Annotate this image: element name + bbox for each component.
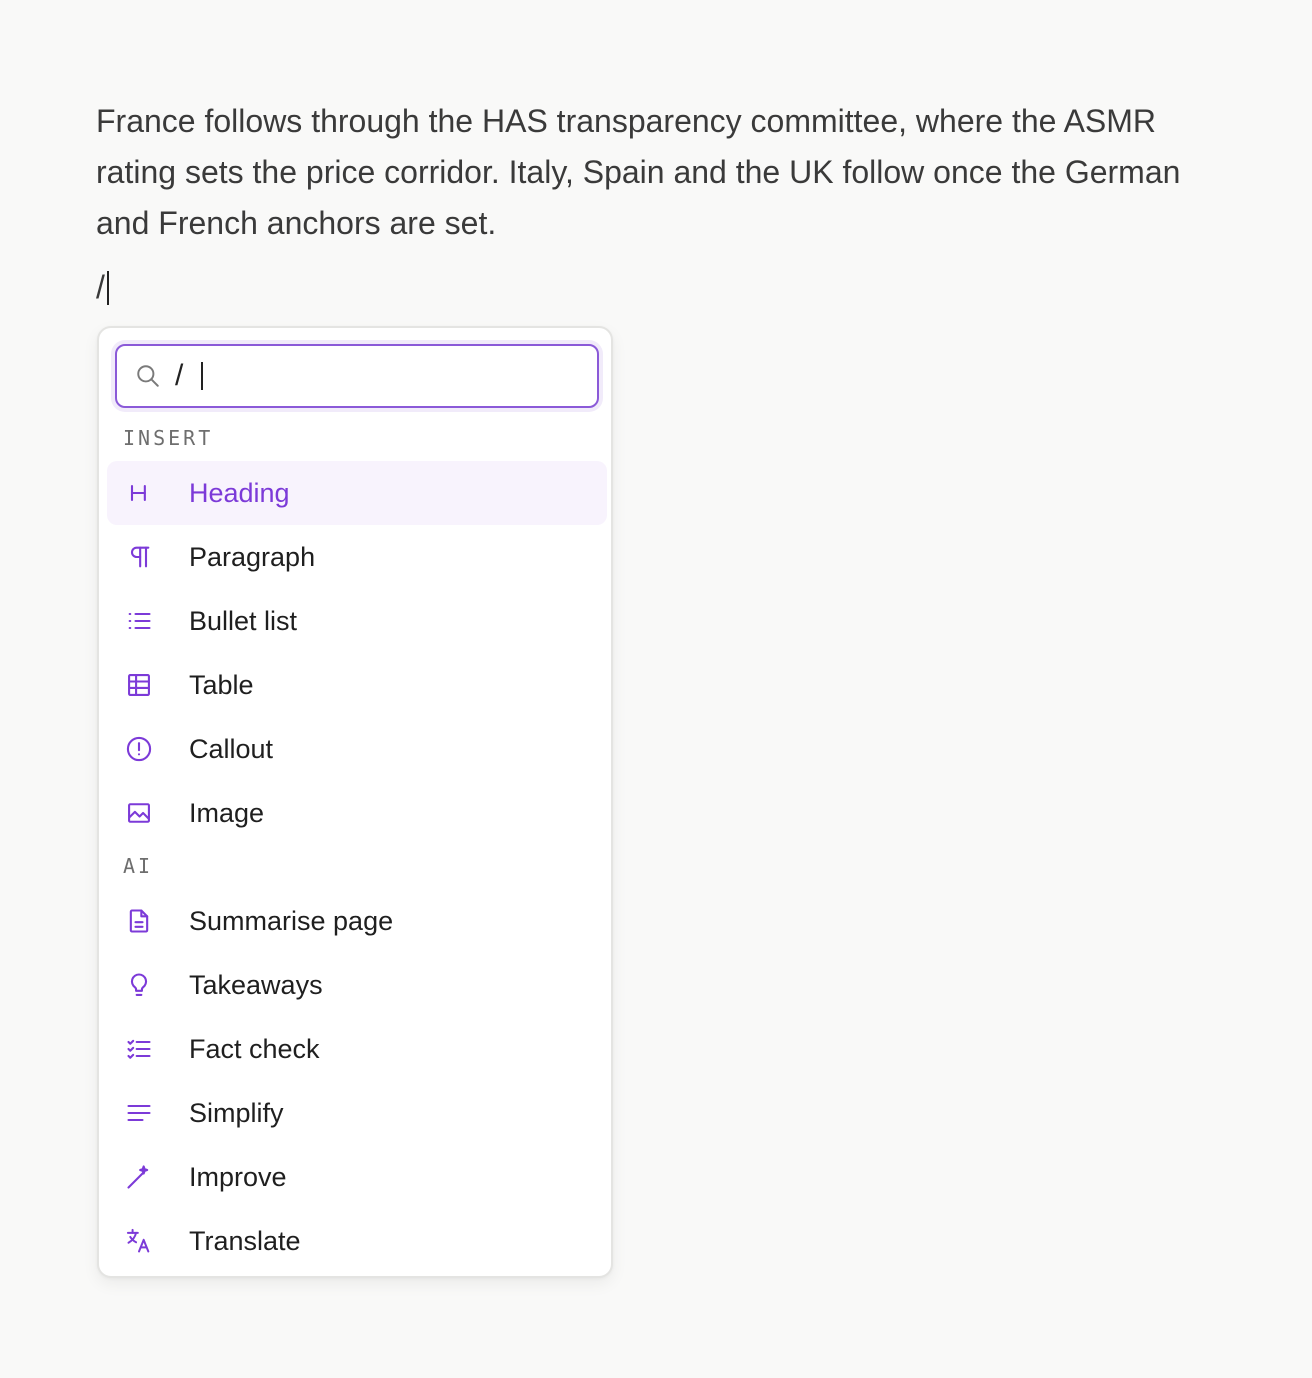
menu-item-label: Takeaways: [189, 969, 323, 1000]
search-icon: [135, 363, 161, 389]
pilcrow-icon: [123, 541, 155, 573]
menu-item-label: Improve: [189, 1161, 287, 1192]
image-icon: [123, 797, 155, 829]
checklist-icon: [123, 1033, 155, 1065]
editor-current-line[interactable]: [96, 262, 109, 313]
alert-circle-icon: [123, 733, 155, 765]
menu-item-paragraph[interactable]: [107, 525, 607, 589]
section-label-ai: AI: [123, 854, 154, 878]
lines-icon: [123, 1097, 155, 1129]
menu-item-label: Callout: [189, 733, 274, 764]
menu-item-label: Image: [189, 797, 265, 828]
bullet-list-icon: [123, 605, 155, 637]
menu-item-simplify[interactable]: [107, 1081, 607, 1145]
heading-icon: [123, 477, 155, 509]
menu-item-label: Bullet list: [189, 605, 298, 636]
text-caret: [107, 271, 109, 305]
search-caret: [201, 362, 203, 390]
slash-command-text: /: [96, 269, 105, 305]
editor-paragraph[interactable]: France follows through the HAS transparency committee, where the ASMR rating sets the price corridor. Italy, Spain and the UK follow once the German and French anchors are set.: [96, 103, 1181, 241]
section-label-insert: INSERT: [123, 426, 214, 450]
magic-wand-icon: [123, 1161, 155, 1193]
command-search-input[interactable]: [115, 344, 599, 408]
search-value: /: [175, 359, 184, 392]
menu-item-label: Translate: [189, 1225, 301, 1256]
menu-item-image[interactable]: [107, 781, 607, 845]
menu-item-summarise-page[interactable]: [107, 889, 607, 953]
lightbulb-icon: [123, 969, 155, 1001]
menu-item-callout[interactable]: [107, 717, 607, 781]
menu-item-label: Paragraph: [189, 541, 316, 572]
menu-item-label: Heading: [189, 477, 290, 508]
menu-item-label: Summarise page: [189, 905, 394, 936]
menu-item-translate[interactable]: [107, 1209, 607, 1273]
menu-item-label: Simplify: [189, 1097, 284, 1128]
menu-item-fact-check[interactable]: [107, 1017, 607, 1081]
menu-item-label: Table: [189, 669, 254, 700]
menu-item-takeaways[interactable]: [107, 953, 607, 1017]
translate-icon: [123, 1225, 155, 1257]
menu-item-improve[interactable]: [107, 1145, 607, 1209]
slash-command-menu: [97, 326, 613, 1278]
menu-item-table[interactable]: [107, 653, 607, 717]
document-icon: [123, 905, 155, 937]
table-icon: [123, 669, 155, 701]
menu-item-heading[interactable]: [107, 461, 607, 525]
menu-item-label: Fact check: [189, 1033, 320, 1064]
menu-item-bullet-list[interactable]: [107, 589, 607, 653]
